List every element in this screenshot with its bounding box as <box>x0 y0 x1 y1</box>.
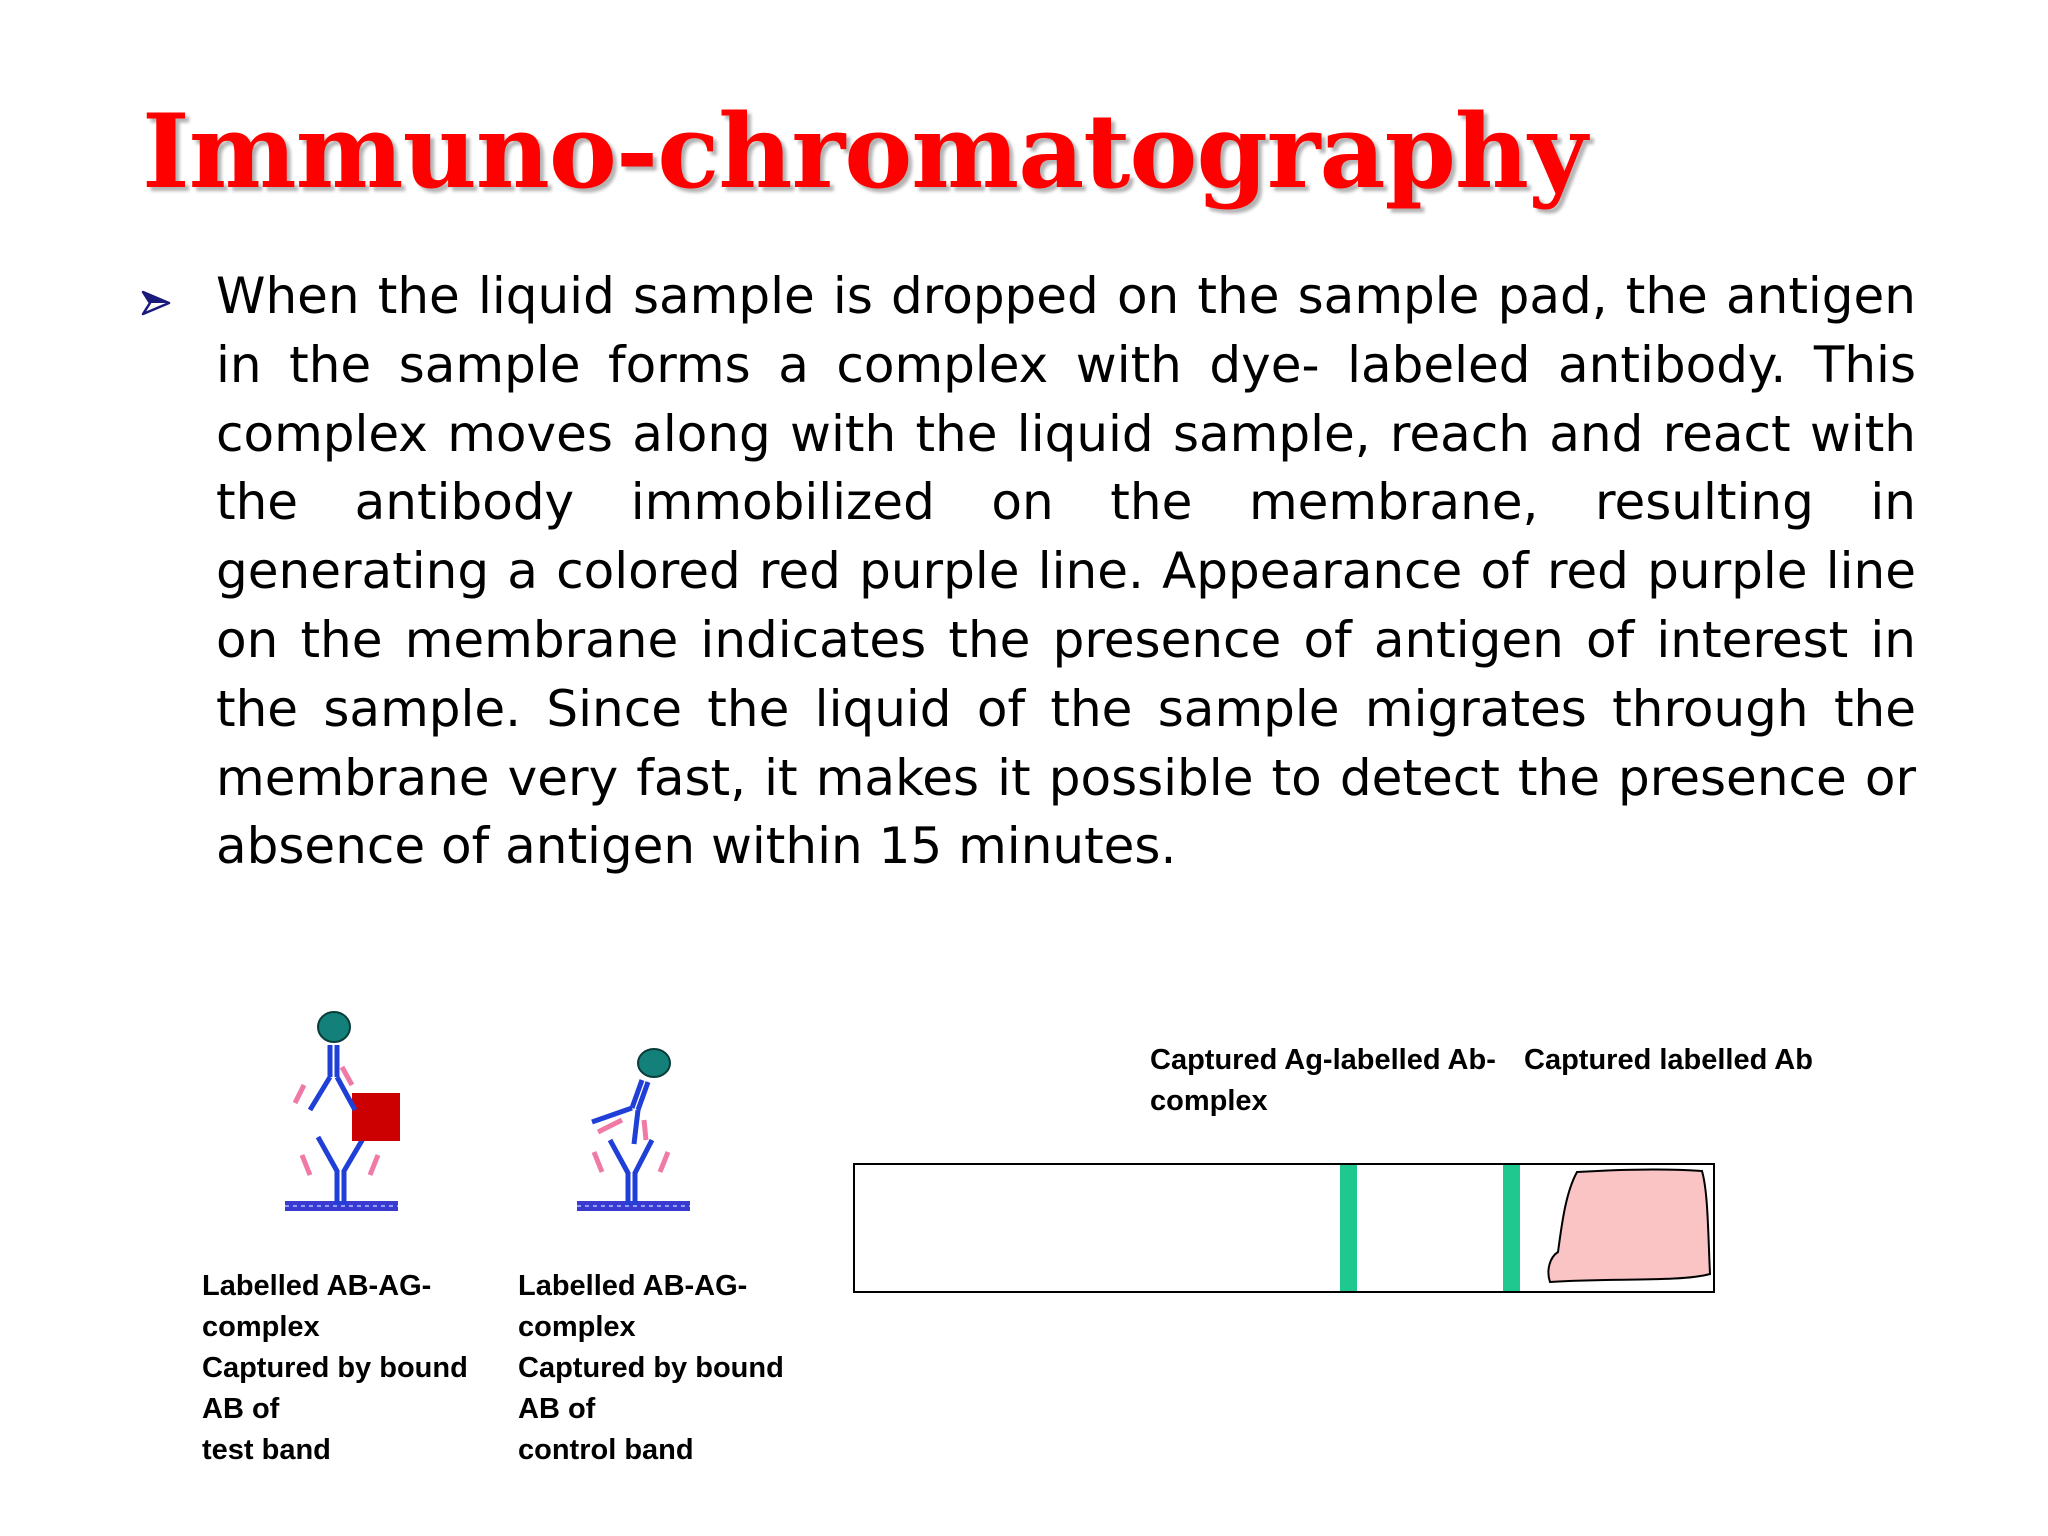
test-band-line <box>1340 1165 1357 1291</box>
capture-antibody <box>594 1140 668 1205</box>
sample-pad <box>1548 1169 1710 1282</box>
labelled-antibody <box>592 1080 648 1144</box>
control-band-line <box>1503 1165 1520 1291</box>
test-strip <box>852 1162 1718 1298</box>
labelled-antibody <box>295 1045 355 1110</box>
dye-label-circle <box>638 1049 670 1077</box>
slide-title: Immuno-chromatography <box>142 92 1587 212</box>
bullet-paragraph: When the liquid sample is dropped on the sample pad, the antigen in the sample forms a complex with dye- labeled antibody. This complex moves along with the liquid sample, reach and react with the antibody immobilized on the membrane, resulting in generating a colored red purple line. Appearance of red purple line on the membrane indicates the presence of antigen of interest in the sample. Since the liquid of the sample migrates through the membrane very fast, it makes it possible to detect the presence or absence of antigen within 15 minutes. <box>216 267 1916 876</box>
capture-antibody <box>302 1137 378 1205</box>
dye-label-circle <box>318 1012 350 1042</box>
control-band-caption: Labelled AB-AG- complex Captured by bound AB of control band <box>518 1270 784 1466</box>
strip-label-test-line: Captured Ag-labelled Ab- complex <box>1150 1044 1496 1117</box>
test-band-complex-illustration <box>280 1005 420 1215</box>
control-band-complex-illustration <box>572 1040 702 1220</box>
strip-label-control-line: Captured labelled Ab <box>1524 1044 1813 1076</box>
test-band-caption: Labelled AB-AG- complex Captured by bound AB of test band <box>202 1270 468 1466</box>
antigen-square <box>352 1093 400 1141</box>
arrowhead-bullet-icon <box>141 288 171 318</box>
